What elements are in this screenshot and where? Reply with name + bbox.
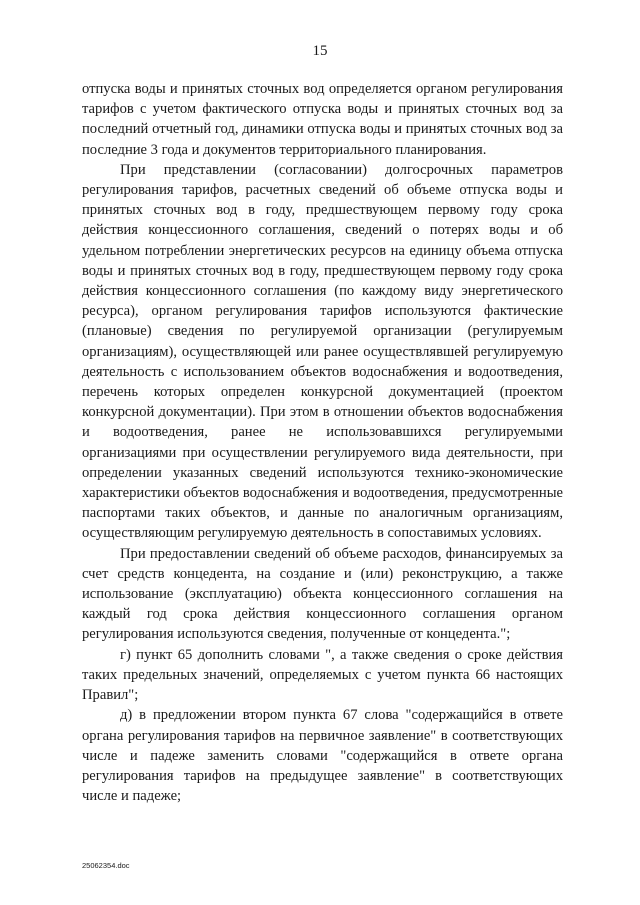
paragraph: При предоставлении сведений об объеме расходов, финансируемых за счет средств концедента, на создание и (или) реконструкцию, а также использование (эксплуатацию) объекта концессионного соглашения на каждый год срока действия концессионного соглашения органом регулирования используются сведения, полученные от концедента."; <box>82 545 563 643</box>
paragraph: отпуска воды и принятых сточных вод определяется органом регулирования тарифов с учетом фактического отпуска воды и принятых сточных вод за последний отчетный год, динамики отпуска воды и принятых сточных вод за последние 3 года и документов территориального планирования. <box>82 81 563 158</box>
document-footer: 25062354.doc <box>82 861 130 870</box>
paragraph: д) в предложении втором пункта 67 слова "содержащийся в ответе органа регулирования тарифов на первичное заявление" в соответствующих числе и падеже заменить словами "содержащийся в ответе органа регулирования тарифов на предыдущее заявление" в соответствующих числе и падеже; <box>82 707 563 805</box>
document-body <box>82 79 563 806</box>
paragraph: При представлении (согласовании) долгосрочных параметров регулирования тарифов, расчетных сведений об объеме отпуска воды и принятых сточных вод в году, предшествующем первому году срока действия концессионного соглашения, сведений о потерях воды и об удельном потреблении энергетических ресурсов на единицу объема отпуска воды и принятых сточных вод в году, предшествующем первому году срока действия концессионного соглашения (по каждому виду энергетического ресурса), органом регулирования тарифов используются фактические (плановые) сведения по регулируемой организации (регулируемым организациям), осуществляющей или ранее осуществлявшей регулируемую деятельность с использованием объектов водоснабжения и водоотведения, перечень которых определен конкурсной документацией (проектом конкурсной документации). При этом в отношении объектов водоснабжения и водоотведения, ранее не использовавшихся регулируемыми организациями при осуществлении регулируемого вида деятельности, при определении указанных сведений используются технико-экономические характеристики объектов водоснабжения и водоотведения, предусмотренные паспортами таких объектов, и данные по аналогичным организациям, осуществляющим регулируемую деятельность в сопоставимых условиях. <box>82 161 563 542</box>
paragraph: г) пункт 65 дополнить словами ", а также сведения о сроке действия таких предельных значений, определяемых с учетом пункта 66 настоящих Правил"; <box>82 646 563 704</box>
page-number: 15 <box>312 43 328 59</box>
